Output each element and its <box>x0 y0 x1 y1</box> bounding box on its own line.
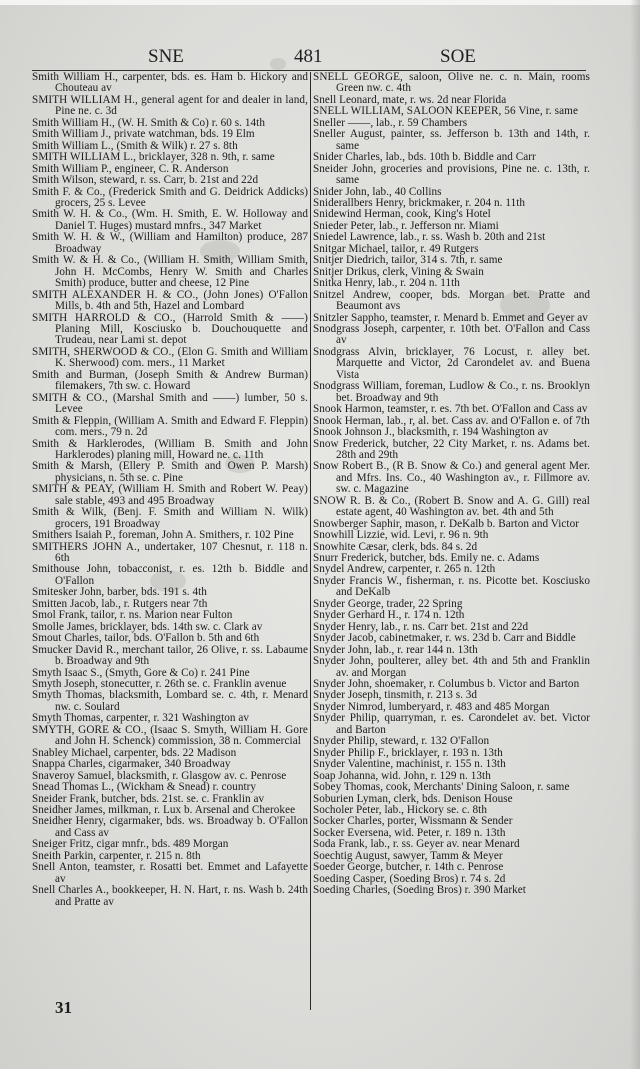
directory-entry: Soda Frank, lab., r. ss. Geyer av. near Menard <box>313 838 520 851</box>
directory-entry: Snyder Francis W., fisherman, r. ns. Picotte bet. Kosciusko and DeKalb <box>313 574 590 599</box>
right-column <box>313 72 590 897</box>
directory-entry: Snodgrass William, foreman, Ludlow & Co., r. ns. Brooklyn bet. Broadway and 9th <box>313 380 590 404</box>
column-divider <box>310 72 311 1010</box>
directory-entry: Smith F. & Co., (Frederick Smith and G. Deidrick Addicks) grocers, 25 s. Levee <box>32 185 308 209</box>
directory-entry: Smith William L., (Smith & Wilk) r. 27 s. 8th <box>32 139 238 152</box>
directory-entry: Snow Frederick, butcher, 22 City Market, r. ns. Adams bet. 28th and 29th <box>313 437 590 461</box>
directory-entry: Socker Eversena, wid. Peter, r. 189 n. 13th <box>313 826 506 839</box>
directory-entry: SMITH, SHERWOOD & CO., (Elon G. Smith and William K. Sherwood) com. mers., 11 Market <box>32 345 308 370</box>
directory-entry: Smout Charles, tailor, bds. O'Fallon b. 5th and 6th <box>32 632 260 645</box>
directory-entry: Snitjer Drikus, clerk, Vining & Swain <box>313 265 484 278</box>
directory-entry: Smith William J., private watchman, bds. 19 Elm <box>32 128 255 141</box>
directory-entry: SNELL GEORGE, saloon, Olive ne. c. n. Main, rooms Green nw. c. 4th <box>313 71 590 95</box>
directory-entry: Smith Wilson, steward, r. ss. Carr, b. 21st and 22d <box>32 174 259 187</box>
directory-entry: Smith & Fleppin, (William A. Smith and Edward F. Fleppin) com. mers., 79 n. 2d <box>32 414 308 439</box>
directory-entry: Soeding Casper, (Soeding Bros) r. 74 s. 2d <box>313 872 506 885</box>
directory-entry: Smith William P., engineer, C. R. Anderson <box>32 162 229 175</box>
directory-entry: Smyth Thomas, blacksmith, Lombard se. c. 4th, r. Menard nw. c. Soulard <box>32 689 308 713</box>
signature-mark: 31 <box>55 998 72 1017</box>
directory-entry: Smyth Joseph, stonecutter, r. 26th se. c. Franklin avenue <box>32 678 287 691</box>
directory-entry: Soeding Charles, (Soeding Bros) r. 390 Market <box>313 884 526 897</box>
directory-entry: Sneidher James, milkman, r. Lux b. Arsenal and Cherokee <box>32 804 296 816</box>
directory-entry: Sneider Frank, butcher, bds. 21st. se. c. Franklin av <box>32 792 265 805</box>
directory-entry: Snitzler Sappho, teamster, r. Menard b. Emmet and Geyer av <box>313 311 588 324</box>
directory-entry: Smitten Jacob, lab., r. Rutgers near 7th <box>32 597 208 610</box>
directory-entry: Smith William H., (W. H. Smith & Co) r. 60 s. 14th <box>32 116 265 129</box>
directory-entry: Soechtig August, sawyer, Tamm & Meyer <box>313 849 503 862</box>
directory-entry: Snowhill Lizzie, wid. Levi, r. 96 n. 9th <box>313 529 489 542</box>
right-guide-word: SOE <box>440 46 476 67</box>
directory-entry: Sniderallbers Henry, brickmaker, r. 204 n. 11th <box>313 196 526 209</box>
directory-entry: SMYTH, GORE & CO., (Isaac S. Smyth, William H. Gore and John H. Schenck) commission, 38 n. Commercial <box>32 723 308 748</box>
directory-entry: Smith W. & H. & Co., (William H. Smith, William Smith, John H. McCombs, Henry W. Smith and Charles Smith) produce, butter and cheese, 12 Pine <box>32 254 308 290</box>
directory-entry: Smucker David R., merchant tailor, 26 Olive, r. ss. Labaume b. Broadway and 9th <box>32 643 308 668</box>
directory-entry: Snyder George, trader, 22 Spring <box>313 597 463 610</box>
directory-entry: Snead Thomas L., (Wickham & Snead) r. country <box>32 781 257 794</box>
directory-entry: Smith & Harklerodes, (William B. Smith and John Harklerodes) planing mill, Howard ne. c. 11th <box>32 437 308 461</box>
running-head <box>0 46 640 70</box>
directory-entry: Smitesker John, barber, bds. 191 s. 4th <box>32 586 207 599</box>
directory-entry: Smith & Wilk, (Benj. F. Smith and William N. Wilk) grocers, 191 Broadway <box>32 506 308 530</box>
directory-entry: SMITH WILLIAM H., general agent for and dealer in land, Pine ne. c. 3d <box>32 93 308 118</box>
directory-entry: Snabley Michael, carpenter, bds. 22 Madison <box>32 746 237 759</box>
directory-entry: Snyder John, lab., r. rear 144 n. 13th <box>313 643 478 656</box>
directory-entry: Soap Johanna, wid. John, r. 129 n. 13th <box>313 769 491 782</box>
left-column <box>32 72 308 908</box>
directory-entry: Sniedel Lawrence, lab., r. ss. Wash b. 20th and 21st <box>313 231 546 244</box>
directory-entry: Smolle James, bricklayer, bds. 14th sw. c. Clark av <box>32 620 263 633</box>
directory-entry: Snell Leonard, mate, r. ws. 2d near Florida <box>313 93 507 106</box>
directory-entry: Smyth Isaac S., (Smyth, Gore & Co) r. 241 Pine <box>32 666 250 679</box>
directory-entry: Snitjer Diedrich, tailor, 314 s. 7th, r. same <box>313 254 503 267</box>
directory-entry: Snitzel Andrew, cooper, bds. Morgan bet. Pratte and Beaumont avs <box>313 288 590 313</box>
directory-entry: Soeder George, butcher, r. 14th c. Penrose <box>313 861 504 874</box>
directory-entry: Snappa Charles, cigarmaker, 340 Broadway <box>32 758 231 771</box>
directory-entry: Snyder John, shoemaker, r. Columbus b. Victor and Barton <box>313 678 580 691</box>
directory-entry: Soburien Lyman, clerk, bds. Denison House <box>313 792 513 805</box>
directory-entry: Snyder Philip, steward, r. 132 O'Fallon <box>313 735 490 748</box>
directory-entry: Sneiger Fritz, cigar mnfr., bds. 489 Morgan <box>32 838 229 851</box>
directory-entry: Sneider John, groceries and provisions, Pine ne. c. 13th, r. same <box>313 162 590 187</box>
directory-entry: Snitka Henry, lab., r. 204 n. 11th <box>313 277 460 290</box>
directory-entry: Snell Anton, teamster, r. Rosatti bet. Emmet and Lafayette av <box>32 861 308 885</box>
directory-entry: Snook Harmon, teamster, r. es. 7th bet. O'Fallon and Cass av <box>313 403 588 416</box>
directory-entry: SMITH ALEXANDER H. & CO., (John Jones) O'Fallon Mills, b. 4th and 5th, Hazel and Lombard <box>32 288 308 313</box>
directory-entry: Smithouse John, tobacconist, r. es. 12th b. Biddle and O'Fallon <box>32 563 308 587</box>
directory-entry: SMITH HARROLD & CO., (Harrold Smith & ——) Planing Mill, Kosciusko b. Douchouquette and Trudeau, near Lami st. depot <box>32 311 308 347</box>
directory-entry: Snyder Philip, quarryman, r. es. Carondelet av. bet. Victor and Barton <box>313 712 590 736</box>
directory-entry: Smith William H., carpenter, bds. es. Ham b. Hickory and Chouteau av <box>32 71 308 95</box>
directory-entry: Snook Herman, lab., r, al. bet. Cass av. and O'Fallon e. of 7th <box>313 414 590 427</box>
directory-entry: Smyth Thomas, carpenter, r. 321 Washington av <box>32 712 250 725</box>
directory-entry: Snitgar Michael, tailor, r. 49 Rutgers <box>313 242 479 255</box>
directory-entry: Sneidher Henry, cigarmaker, bds. ws. Broadway b. O'Fallon and Cass av <box>32 815 308 839</box>
directory-entry: Snaveroy Samuel, blacksmith, r. Glasgow av. c. Penrose <box>32 769 287 782</box>
directory-entry: SNOW R. B. & Co., (Robert B. Snow and A. G. Gill) real estate agent, 40 Washington av. bet. 4th and 5th <box>313 494 590 519</box>
directory-entry: Smol Frank, tailor, r. ns. Marion near Fulton <box>32 609 233 622</box>
directory-entry: Snowberger Saphir, mason, r. DeKalb b. Barton and Victor <box>313 517 579 530</box>
directory-entry: Snyder Henry, lab., r. ns. Carr bet. 21st and 22d <box>313 620 529 633</box>
directory-entry: SMITH & CO., (Marshal Smith and ——) lumber, 50 s. Levee <box>32 391 308 416</box>
directory-entry: SMITH WILLIAM L., bricklayer, 328 n. 9th, r. same <box>32 151 275 164</box>
directory-entry: Snurr Frederick, butcher, bds. Emily ne. c. Adams <box>313 552 540 565</box>
left-guide-word: SNE <box>148 46 184 67</box>
directory-entry: Sneller ——, lab., r. 59 Chambers <box>313 116 468 129</box>
directory-entry: Snyder Jacob, cabinetmaker, r. ws. 23d b. Carr and Biddle <box>313 632 576 645</box>
directory-entry: Snieder Peter, lab., r. Jefferson nr. Miami <box>313 219 499 232</box>
directory-entry: Sobey Thomas, cook, Merchants' Dining Saloon, r. same <box>313 781 570 794</box>
directory-entry: Smith and Burman, (Joseph Smith & Andrew Burman) filemakers, 7th sw. c. Howard <box>32 368 308 393</box>
directory-entry: Snodgrass Joseph, carpenter, r. 10th bet. O'Fallon and Cass av <box>313 322 590 347</box>
directory-entry: Snyder Gerhard H., r. 174 n. 12th <box>313 609 465 622</box>
directory-entry: Snell Charles A., bookkeeper, H. N. Hart, r. ns. Wash b. 24th and Pratte av <box>32 884 308 908</box>
directory-entry: SNELL WILLIAM, SALOON KEEPER, 56 Vine, r. same <box>313 105 579 118</box>
directory-entry: Snowhite Cæsar, clerk, bds. 84 s. 2d <box>313 540 478 553</box>
directory-entry: Snyder Nimrod, lumberyard, r. 483 and 485 Morgan <box>313 700 550 713</box>
directory-entry: Sneith Parkin, carpenter, r. 215 n. 8th <box>32 849 201 862</box>
page-number: 481 <box>294 46 323 67</box>
directory-entry: Sneller August, painter, ss. Jefferson b. 13th and 14th, r. same <box>313 128 590 152</box>
directory-entry: Smithers Isaiah P., foreman, John A. Smithers, r. 102 Pine <box>32 529 294 542</box>
directory-entry: Snider Charles, lab., bds. 10th b. Biddle and Carr <box>313 151 536 164</box>
directory-entry: Smith W. H. & Co., (Wm. H. Smith, E. W. Holloway and Daniel T. Huges) mustard mnfrs., 347 Market <box>32 208 308 232</box>
directory-entry: Snyder Joseph, tinsmith, r. 213 s. 3d <box>313 689 478 702</box>
directory-entry: Smith W. H. & W., (William and Hamilton) produce, 287 Broadway <box>32 231 308 255</box>
directory-entry: Snyder Valentine, machinist, r. 155 n. 13th <box>313 758 506 771</box>
directory-entry: Smith & Marsh, (Ellery P. Smith and Owen P. Marsh) physicians, n. 5th se. c. Pine <box>32 460 308 484</box>
directory-entry: Snydel Andrew, carpenter, r. 265 n. 12th <box>313 563 496 576</box>
directory-entry: SMITH & PEAY, (William H. Smith and Robert W. Peay) sale stable, 493 and 495 Broadway <box>32 483 308 507</box>
directory-entry: Snidewind Herman, cook, King's Hotel <box>313 208 491 221</box>
directory-entry: Snider John, lab., 40 Collins <box>313 185 442 198</box>
directory-entry: SMITHERS JOHN A., undertaker, 107 Chesnut, r. 118 n. 6th <box>32 540 308 565</box>
directory-entry: Snyder John, poulterer, alley bet. 4th and 5th and Franklin av. and Morgan <box>313 655 590 679</box>
directory-entry: Socker Charles, porter, Wissmann & Sender <box>313 815 513 828</box>
directory-entry: Snook Johnson J., blacksmith, r. 194 Washington av <box>313 426 549 439</box>
directory-entry: Snyder Philip F., bricklayer, r. 193 n. 13th <box>313 746 503 759</box>
directory-entry: Snodgrass Alvin, bricklayer, 76 Locust, r. alley bet. Marquette and Victor, 2d Carondelet av. and Buena Vista <box>313 345 590 381</box>
directory-entry: Snow Robert B., (R B. Snow & Co.) and general agent Mer. and Mfrs. Ins. Co., 40 Washington av., r. Fillmore av. sw. c. Magazine <box>313 460 590 496</box>
directory-entry: Socholer Peter, lab., Hickory se. c. 8th <box>313 804 487 816</box>
